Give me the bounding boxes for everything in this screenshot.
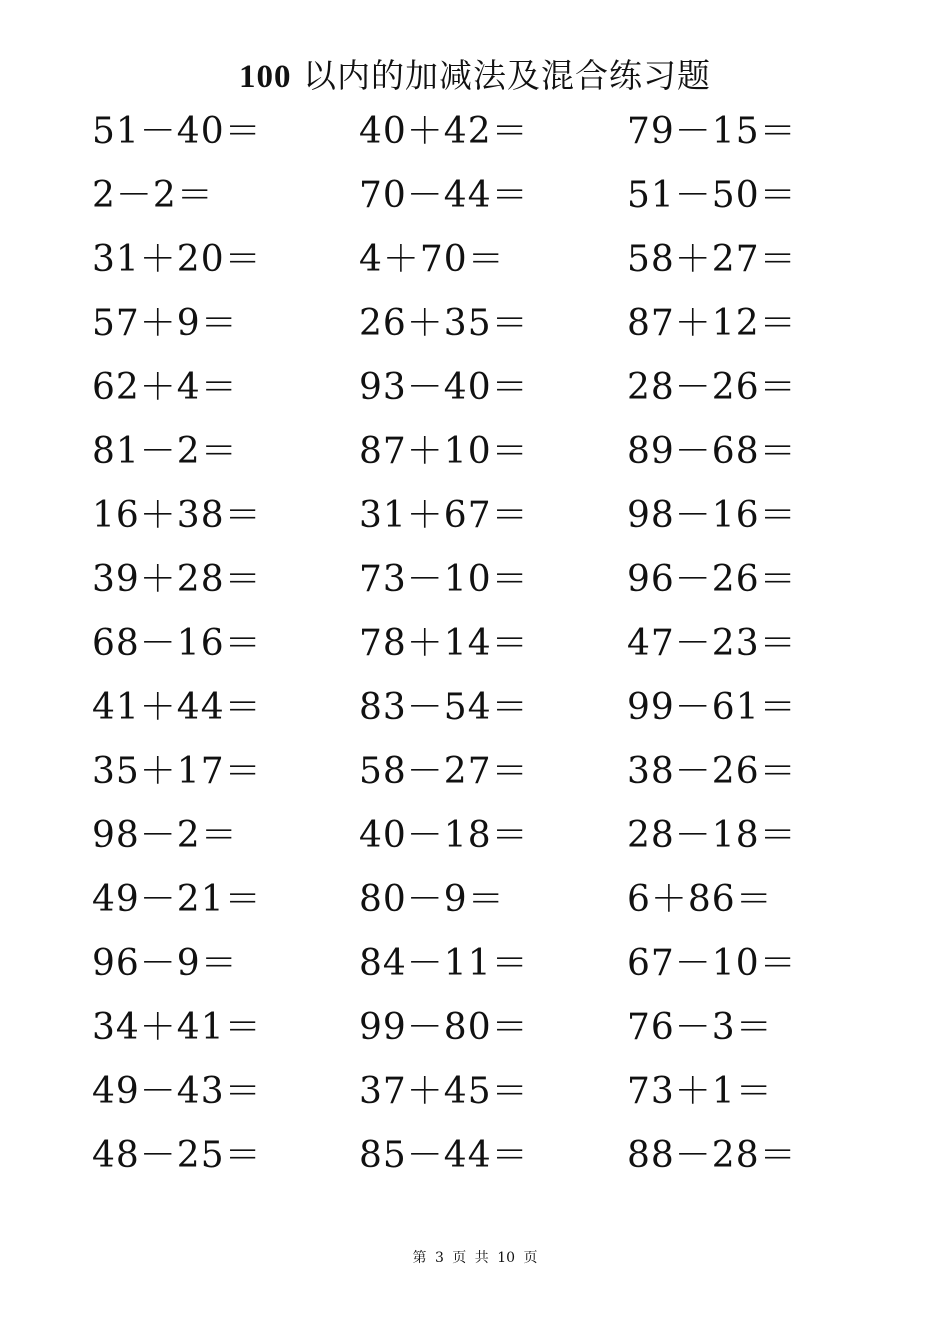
problem: 39＋28＝ — [92, 559, 262, 600]
problem: 73－10＝ — [359, 559, 529, 600]
problem: 16＋38＝ — [92, 495, 262, 536]
problem: 87＋10＝ — [359, 431, 529, 472]
problem-row — [92, 680, 912, 744]
problem-row — [92, 232, 912, 296]
problem-row — [92, 936, 912, 1000]
problem: 41＋44＝ — [92, 687, 262, 728]
problem: 57＋9＝ — [92, 303, 238, 344]
problem: 37＋45＝ — [359, 1071, 529, 1112]
problem: 58＋27＝ — [627, 239, 797, 280]
problem-row — [92, 552, 912, 616]
problem-row — [92, 104, 912, 168]
problem-row — [92, 360, 912, 424]
problem-row — [92, 808, 912, 872]
problem: 83－54＝ — [359, 687, 529, 728]
problem: 40－18＝ — [359, 815, 529, 856]
problem: 84－11＝ — [359, 943, 529, 984]
problem: 51－50＝ — [627, 175, 797, 216]
problem: 99－80＝ — [359, 1007, 529, 1048]
page-title-text: 以内的加减法及混合练习题 — [303, 56, 711, 95]
problem: 89－68＝ — [627, 431, 797, 472]
problem: 4＋70＝ — [359, 239, 505, 280]
problem-row — [92, 296, 912, 360]
problem: 85－44＝ — [359, 1135, 529, 1176]
problem: 35＋17＝ — [92, 751, 262, 792]
problem: 80－9＝ — [359, 879, 505, 920]
problem: 28－18＝ — [627, 815, 797, 856]
problem: 2－2＝ — [92, 175, 214, 216]
problem-row — [92, 872, 912, 936]
problem: 79－15＝ — [627, 111, 797, 152]
problem: 26＋35＝ — [359, 303, 529, 344]
problem: 88－28＝ — [627, 1135, 797, 1176]
problem: 96－26＝ — [627, 559, 797, 600]
problem-row — [92, 488, 912, 552]
problem-row — [92, 1000, 912, 1064]
problem: 31＋67＝ — [359, 495, 529, 536]
problem: 98－2＝ — [92, 815, 238, 856]
problem: 62＋4＝ — [92, 367, 238, 408]
problem: 68－16＝ — [92, 623, 262, 664]
problem-row — [92, 424, 912, 488]
problem: 47－23＝ — [627, 623, 797, 664]
problem: 38－26＝ — [627, 751, 797, 792]
page-footer: 第 3 页 共 10 页 — [412, 1250, 538, 1266]
problem: 98－16＝ — [627, 495, 797, 536]
problem: 51－40＝ — [92, 111, 262, 152]
problem-row — [92, 616, 912, 680]
problem: 93－40＝ — [359, 367, 529, 408]
problem-row — [92, 1064, 912, 1128]
problem: 48－25＝ — [92, 1135, 262, 1176]
problem: 31＋20＝ — [92, 239, 262, 280]
problem: 58－27＝ — [359, 751, 529, 792]
problem: 49－21＝ — [92, 879, 262, 920]
problem: 34＋41＝ — [92, 1007, 262, 1048]
problem: 28－26＝ — [627, 367, 797, 408]
problem-row — [92, 1128, 912, 1192]
problem: 73＋1＝ — [627, 1071, 773, 1112]
page-title — [0, 52, 950, 101]
problem: 70－44＝ — [359, 175, 529, 216]
problem: 67－10＝ — [627, 943, 797, 984]
problem: 76－3＝ — [627, 1007, 773, 1048]
problem: 99－61＝ — [627, 687, 797, 728]
problem: 49－43＝ — [92, 1071, 262, 1112]
problem: 78＋14＝ — [359, 623, 529, 664]
problem: 87＋12＝ — [627, 303, 797, 344]
page-title-number: 100 — [239, 59, 292, 95]
problem-row — [92, 168, 912, 232]
problem: 96－9＝ — [92, 943, 238, 984]
problem-row — [92, 744, 912, 808]
problem-grid — [92, 104, 912, 1192]
problem: 40＋42＝ — [359, 111, 529, 152]
problem: 6＋86＝ — [627, 879, 773, 920]
problem: 81－2＝ — [92, 431, 238, 472]
